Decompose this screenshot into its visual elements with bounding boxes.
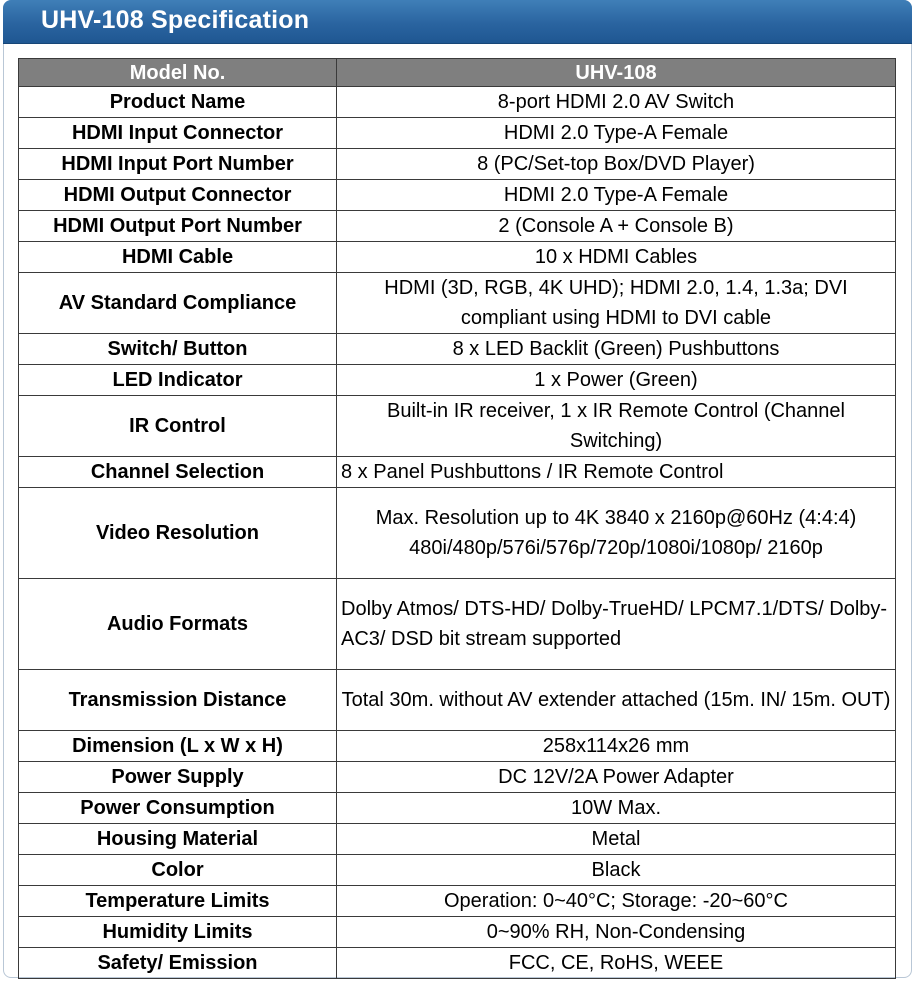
table-row <box>19 273 896 334</box>
spec-label: Temperature Limits <box>19 886 337 917</box>
spec-label: HDMI Cable <box>19 242 337 273</box>
table-row <box>19 242 896 273</box>
table-row <box>19 396 896 457</box>
spec-value: Built-in IR receiver, 1 x IR Remote Control (Channel Switching) <box>337 396 896 457</box>
spec-value: Dolby Atmos/ DTS-HD/ Dolby-TrueHD/ LPCM7.1/DTS/ Dolby-AC3/ DSD bit stream supported <box>337 579 896 670</box>
spec-label: Video Resolution <box>19 488 337 579</box>
spec-label: HDMI Output Port Number <box>19 211 337 242</box>
spec-label: Channel Selection <box>19 457 337 488</box>
spec-table <box>18 58 896 979</box>
spec-value: 8 (PC/Set-top Box/DVD Player) <box>337 149 896 180</box>
page-title: UHV-108 Specification <box>41 6 310 34</box>
spec-label: IR Control <box>19 396 337 457</box>
spec-value: 2 (Console A + Console B) <box>337 211 896 242</box>
spec-value: 0~90% RH, Non-Condensing <box>337 917 896 948</box>
spec-value: 1 x Power (Green) <box>337 365 896 396</box>
table-row <box>19 488 896 579</box>
spec-value: DC 12V/2A Power Adapter <box>337 762 896 793</box>
spec-label: LED Indicator <box>19 365 337 396</box>
spec-value: Max. Resolution up to 4K 3840 x 2160p@60Hz (4:4:4) 480i/480p/576i/576p/720p/1080i/1080p/ 2160p <box>337 488 896 579</box>
spec-value: Black <box>337 855 896 886</box>
spec-value: 258x114x26 mm <box>337 731 896 762</box>
spec-label: Humidity Limits <box>19 917 337 948</box>
spec-value: Total 30m. without AV extender attached (15m. IN/ 15m. OUT) <box>337 670 896 731</box>
header-cell-model-value: UHV-108 <box>337 59 896 87</box>
spec-label: Safety/ Emission <box>19 948 337 979</box>
title-banner <box>3 0 912 44</box>
spec-label: HDMI Output Connector <box>19 180 337 211</box>
spec-value: Metal <box>337 824 896 855</box>
spec-label: AV Standard Compliance <box>19 273 337 334</box>
spec-label: Switch/ Button <box>19 334 337 365</box>
table-row <box>19 365 896 396</box>
table-row <box>19 149 896 180</box>
table-row <box>19 211 896 242</box>
table-row <box>19 180 896 211</box>
table-row <box>19 334 896 365</box>
spec-label: Product Name <box>19 87 337 118</box>
table-row <box>19 948 896 979</box>
table-row <box>19 886 896 917</box>
spec-label: Power Consumption <box>19 793 337 824</box>
spec-label: Transmission Distance <box>19 670 337 731</box>
spec-value: 8 x LED Backlit (Green) Pushbuttons <box>337 334 896 365</box>
spec-label: Power Supply <box>19 762 337 793</box>
spec-value: 10 x HDMI Cables <box>337 242 896 273</box>
spec-value: 8-port HDMI 2.0 AV Switch <box>337 87 896 118</box>
spec-value: FCC, CE, RoHS, WEEE <box>337 948 896 979</box>
spec-label: Audio Formats <box>19 579 337 670</box>
spec-label: Color <box>19 855 337 886</box>
spec-label: Housing Material <box>19 824 337 855</box>
table-row <box>19 855 896 886</box>
table-row <box>19 731 896 762</box>
table-row <box>19 457 896 488</box>
table-row <box>19 118 896 149</box>
spec-value: HDMI 2.0 Type-A Female <box>337 118 896 149</box>
table-row <box>19 670 896 731</box>
spec-label: Dimension (L x W x H) <box>19 731 337 762</box>
spec-label: HDMI Input Connector <box>19 118 337 149</box>
table-row <box>19 824 896 855</box>
table-row <box>19 87 896 118</box>
table-row <box>19 793 896 824</box>
spec-value: 10W Max. <box>337 793 896 824</box>
table-row <box>19 917 896 948</box>
table-row <box>19 579 896 670</box>
header-cell-model: Model No. <box>19 59 337 87</box>
spec-value: Operation: 0~40°C; Storage: -20~60°C <box>337 886 896 917</box>
spec-label: HDMI Input Port Number <box>19 149 337 180</box>
spec-value: HDMI (3D, RGB, 4K UHD); HDMI 2.0, 1.4, 1.3a; DVI compliant using HDMI to DVI cable <box>337 273 896 334</box>
table-header-row <box>19 59 896 87</box>
spec-value: HDMI 2.0 Type-A Female <box>337 180 896 211</box>
spec-value: 8 x Panel Pushbuttons / IR Remote Control <box>337 457 896 488</box>
table-row <box>19 762 896 793</box>
